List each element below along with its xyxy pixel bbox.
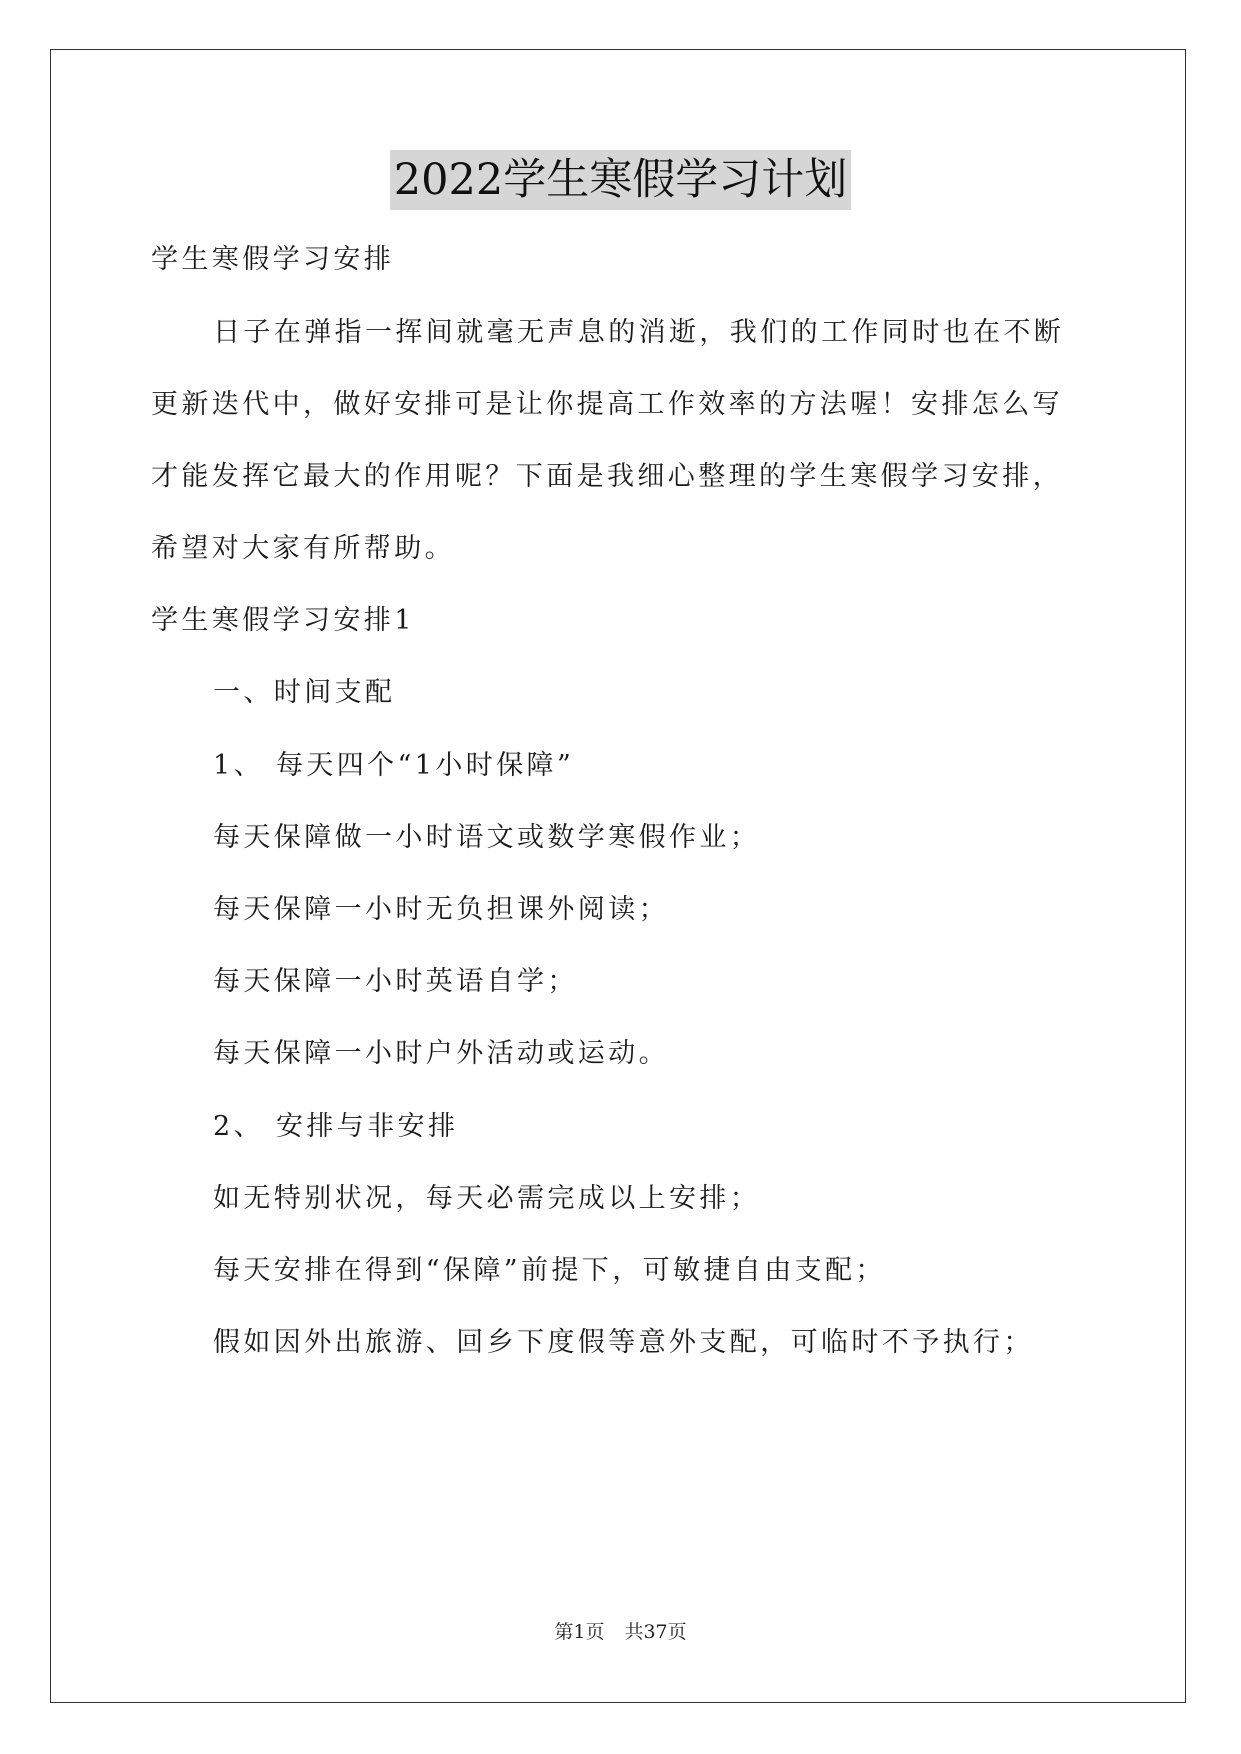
item2-line-2: 每天安排在得到“保障”前提下，可敏捷自由支配； — [213, 1255, 886, 1286]
intro-line-4: 希望对大家有所帮助。 — [151, 533, 455, 564]
document-title: 2022学生寒假学习计划 — [390, 150, 851, 210]
item1-line-3: 每天保障一小时英语自学； — [213, 966, 578, 997]
item1-line-4: 每天保障一小时户外活动或运动。 — [213, 1038, 669, 1069]
intro-line-2: 更新迭代中，做好安排可是让你提高工作效率的方法喔！安排怎么写 — [151, 389, 1063, 420]
title-container — [0, 150, 1241, 210]
item2-line-3: 假如因外出旅游、回乡下度假等意外支配，可临时不予执行； — [213, 1327, 1034, 1358]
item1-line-1: 每天保障做一小时语文或数学寒假作业； — [213, 822, 761, 853]
intro-line-3: 才能发挥它最大的作用呢？下面是我细心整理的学生寒假学习安排， — [151, 461, 1063, 492]
subsection-heading: 一、时间支配 — [213, 677, 396, 708]
page-total: 共37页 — [624, 1621, 687, 1643]
item2-title: 2、 安排与非安排 — [213, 1111, 459, 1142]
item2-line-1: 如无特别状况，每天必需完成以上安排； — [213, 1183, 761, 1214]
section-heading: 学生寒假学习安排1 — [151, 605, 415, 636]
item1-title: 1、 每天四个“1小时保障” — [213, 750, 575, 781]
item1-line-2: 每天保障一小时无负担课外阅读； — [213, 894, 669, 925]
intro-line-1: 日子在弹指一挥间就毫无声息的消逝，我们的工作同时也在不断 — [213, 317, 1065, 348]
page-border — [50, 49, 1186, 1703]
page-footer — [0, 1620, 1241, 1644]
page-number: 第1页 — [554, 1621, 605, 1643]
main-heading: 学生寒假学习安排 — [151, 244, 395, 275]
